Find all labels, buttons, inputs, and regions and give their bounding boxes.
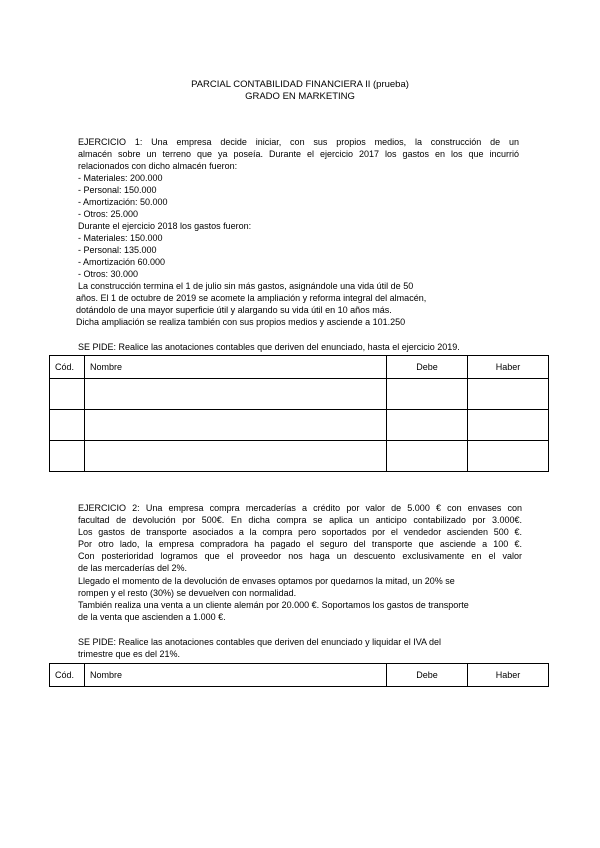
table-row <box>50 410 549 441</box>
exercise-1-line: años. El 1 de octubre de 2019 se acomete la ampliación y reforma integral del almacén, <box>76 293 427 303</box>
exercise-2-line: Con posterioridad logramos que el proveedor nos haga un descuento exclusivamente en el valor <box>78 551 522 561</box>
cell-nombre[interactable] <box>85 441 387 472</box>
exercise-1-line: - Otros: 25.000 <box>78 209 139 219</box>
col-header-cod: Cód. <box>50 664 85 687</box>
exercise-1-line: EJERCICIO 1: Una empresa decide iniciar, con sus propios medios, la construcción de un <box>78 137 519 147</box>
journal-table-1 <box>49 355 549 472</box>
exercise-2-line: Los gastos de transporte asociados a la compra pero soportados por el vendedor ascienden 500 €. <box>78 527 522 537</box>
exercise-1-line: - Personal: 135.000 <box>78 245 157 255</box>
exercise-2-se-pide: trimestre que es del 21%. <box>78 649 181 659</box>
cell-cod[interactable] <box>50 379 85 410</box>
col-header-nombre: Nombre <box>85 356 387 379</box>
cell-debe[interactable] <box>387 379 468 410</box>
exercise-1-line: La construcción termina el 1 de julio sin más gastos, asignándole una vida útil de 50 <box>78 281 414 291</box>
exercise-2-line: de la venta que ascienden a 1.000 €. <box>78 612 226 622</box>
exercise-2-line: rompen y el resto (30%) se devuelven con normalidad. <box>78 588 297 598</box>
table-header-row <box>50 356 549 379</box>
exercise-1-line: Durante el ejercicio 2018 los gastos fueron: <box>78 221 252 231</box>
exercise-2-line: Llegado el momento de la devolución de envases optamos por quedarnos la mitad, un 20% se <box>78 576 455 586</box>
col-header-cod: Cód. <box>50 356 85 379</box>
table-row <box>50 379 549 410</box>
exercise-1-line: - Amortización 60.000 <box>78 257 166 267</box>
exercise-2-line: También realiza una venta a un cliente alemán por 20.000 €. Soportamos los gastos de transporte <box>78 600 469 610</box>
document-subtitle: GRADO EN MARKETING <box>245 91 355 102</box>
table-row <box>50 441 549 472</box>
exercise-1-line: almacén sobre un terreno que ya poseía. Durante el ejercicio 2017 los gastos en los que incurrió <box>78 149 519 159</box>
exercise-2-line: facultad de devolución por 500€. En dicha compra se aplica un anticipo contabilizado por 3.000€. <box>78 515 522 525</box>
cell-nombre[interactable] <box>85 379 387 410</box>
journal-table-2 <box>49 663 549 687</box>
cell-haber[interactable] <box>468 441 549 472</box>
col-header-debe: Debe <box>387 664 468 687</box>
exercise-2-line: Por otro lado, la empresa compradora ha pagado el seguro del transporte que asciende a 100 €. <box>78 539 522 549</box>
exercise-2-line: de las mercaderías del 2%. <box>78 563 188 573</box>
exercise-2-line: EJERCICIO 2: Una empresa compra mercaderías a crédito por valor de 5.000 € con envases con <box>78 503 522 513</box>
exercise-1-se-pide: SE PIDE: Realice las anotaciones contables que deriven del enunciado, hasta el ejercicio 2019. <box>78 342 460 352</box>
exercise-1-line: - Amortización: 50.000 <box>78 197 168 207</box>
cell-nombre[interactable] <box>85 410 387 441</box>
col-header-haber: Haber <box>468 664 549 687</box>
table-header-row <box>50 664 549 687</box>
cell-cod[interactable] <box>50 441 85 472</box>
document-title: PARCIAL CONTABILIDAD FINANCIERA II (prueba) <box>191 79 409 90</box>
cell-debe[interactable] <box>387 410 468 441</box>
cell-cod[interactable] <box>50 410 85 441</box>
exercise-1-line: - Personal: 150.000 <box>78 185 157 195</box>
col-header-debe: Debe <box>387 356 468 379</box>
cell-haber[interactable] <box>468 379 549 410</box>
exercise-1-line: - Materiales: 200.000 <box>78 173 163 183</box>
col-header-nombre: Nombre <box>85 664 387 687</box>
cell-debe[interactable] <box>387 441 468 472</box>
exercise-2-se-pide: SE PIDE: Realice las anotaciones contables que deriven del enunciado y liquidar el IVA del <box>78 637 442 647</box>
exercise-1-line: relacionados con dicho almacén fueron: <box>78 161 238 171</box>
exercise-1-line: - Materiales: 150.000 <box>78 233 163 243</box>
exercise-1-line: Dicha ampliación se realiza también con sus propios medios y asciende a 101.250 <box>76 317 406 327</box>
exercise-1-line: dotándolo de una mayor superficie útil y alargando su vida útil en 10 años más. <box>76 305 392 315</box>
col-header-haber: Haber <box>468 356 549 379</box>
exercise-1-line: - Otros: 30.000 <box>78 269 139 279</box>
cell-haber[interactable] <box>468 410 549 441</box>
